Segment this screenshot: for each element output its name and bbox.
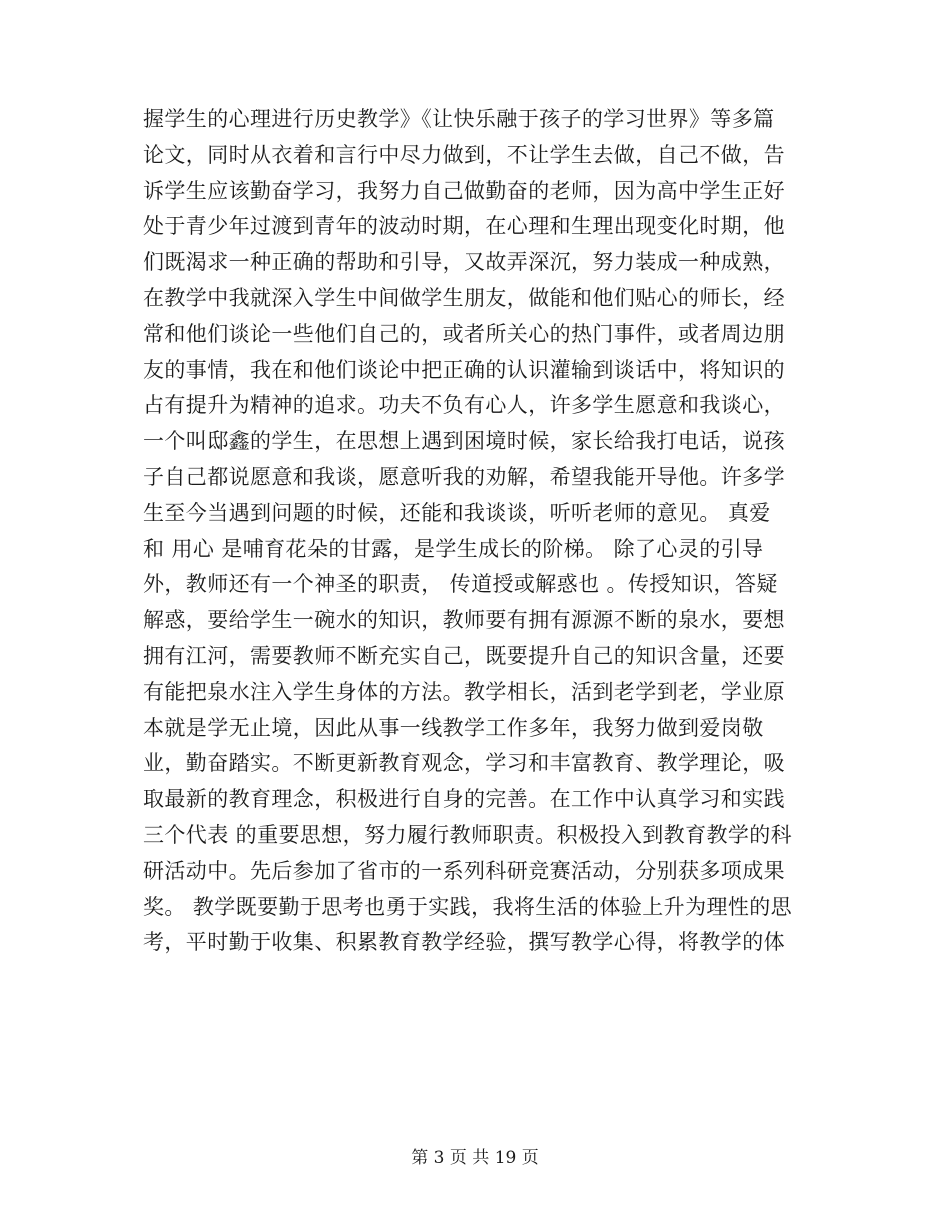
text-line: 论文，同时从衣着和言行中尽力做到，不让学生去做，自己不做，告	[143, 142, 785, 167]
text-line: 常和他们谈论一些他们自己的，或者所关心的热门事件，或者周边朋	[143, 321, 785, 346]
text-line: 们既渴求一种正确的帮助和引导，又故弄深沉，努力装成一种成熟，	[143, 250, 785, 275]
text-line: 研活动中。先后参加了省市的一系列科研竞赛活动，分别获多项成果	[143, 858, 785, 883]
text-line: 本就是学无止境，因此从事一线教学工作多年，我努力做到爱岗敬	[143, 715, 764, 740]
text-line: 子自己都说愿意和我谈，愿意听我的劝解，希望我能开导他。许多学	[143, 464, 785, 489]
text-line: 业，勤奋踏实。不断更新教育观念，学习和丰富教育、教学理论，吸	[143, 751, 785, 776]
text-line: 握学生的心理进行历史教学》《让快乐融于孩子的学习世界》等多篇	[143, 107, 775, 131]
text-line: 拥有江河，需要教师不断充实自己，既要提升自己的知识含量，还要	[143, 643, 785, 668]
text-line: 一个叫邸鑫的学生，在思想上遇到困境时候，家长给我打电话，说孩	[143, 429, 785, 454]
text-line: 友的事情，我在和他们谈论中把正确的认识灌输到谈话中，将知识的	[143, 357, 785, 382]
text-line: 诉学生应该勤奋学习，我努力自己做勤奋的老师，因为高中学生正好	[143, 178, 785, 203]
text-line: 考，平时勤于收集、积累教育教学经验，撰写教学心得，将教学的体	[143, 930, 785, 955]
text-line: 外，教师还有一个神圣的职责， 传道授或解惑也 。传授知识，答疑	[143, 572, 778, 597]
text-line: 在教学中我就深入学生中间做学生朋友，做能和他们贴心的师长，经	[143, 285, 785, 310]
text-line: 解惑，要给学生一碗水的知识，教师要有拥有源源不断的泉水，要想	[143, 608, 785, 633]
page-number-footer: 第 3 页 共 19 页	[411, 1148, 539, 1168]
body-text	[143, 102, 813, 961]
text-line: 有能把泉水注入学生身体的方法。教学相长，活到老学到老，学业原	[143, 679, 785, 704]
text-line: 生至今当遇到问题的时候，还能和我谈谈，听听老师的意见。 真爱	[143, 500, 771, 525]
text-line: 奖。 教学既要勤于思考也勇于实践，我将生活的体验上升为理性的思	[143, 894, 793, 919]
text-line: 取最新的教育理念，积极进行自身的完善。在工作中认真学习和实践	[143, 787, 785, 812]
text-line: 处于青少年过渡到青年的波动时期，在心理和生理出现变化时期，他	[143, 214, 785, 239]
text-line: 三个代表 的重要思想，努力履行教师职责。积极投入到教育教学的科	[143, 822, 793, 847]
text-line: 占有提升为精神的追求。功夫不负有心人，许多学生愿意和我谈心，	[143, 393, 785, 418]
text-line: 和 用心 是哺育花朵的甘露，是学生成长的阶梯。 除了心灵的引导	[143, 536, 764, 561]
